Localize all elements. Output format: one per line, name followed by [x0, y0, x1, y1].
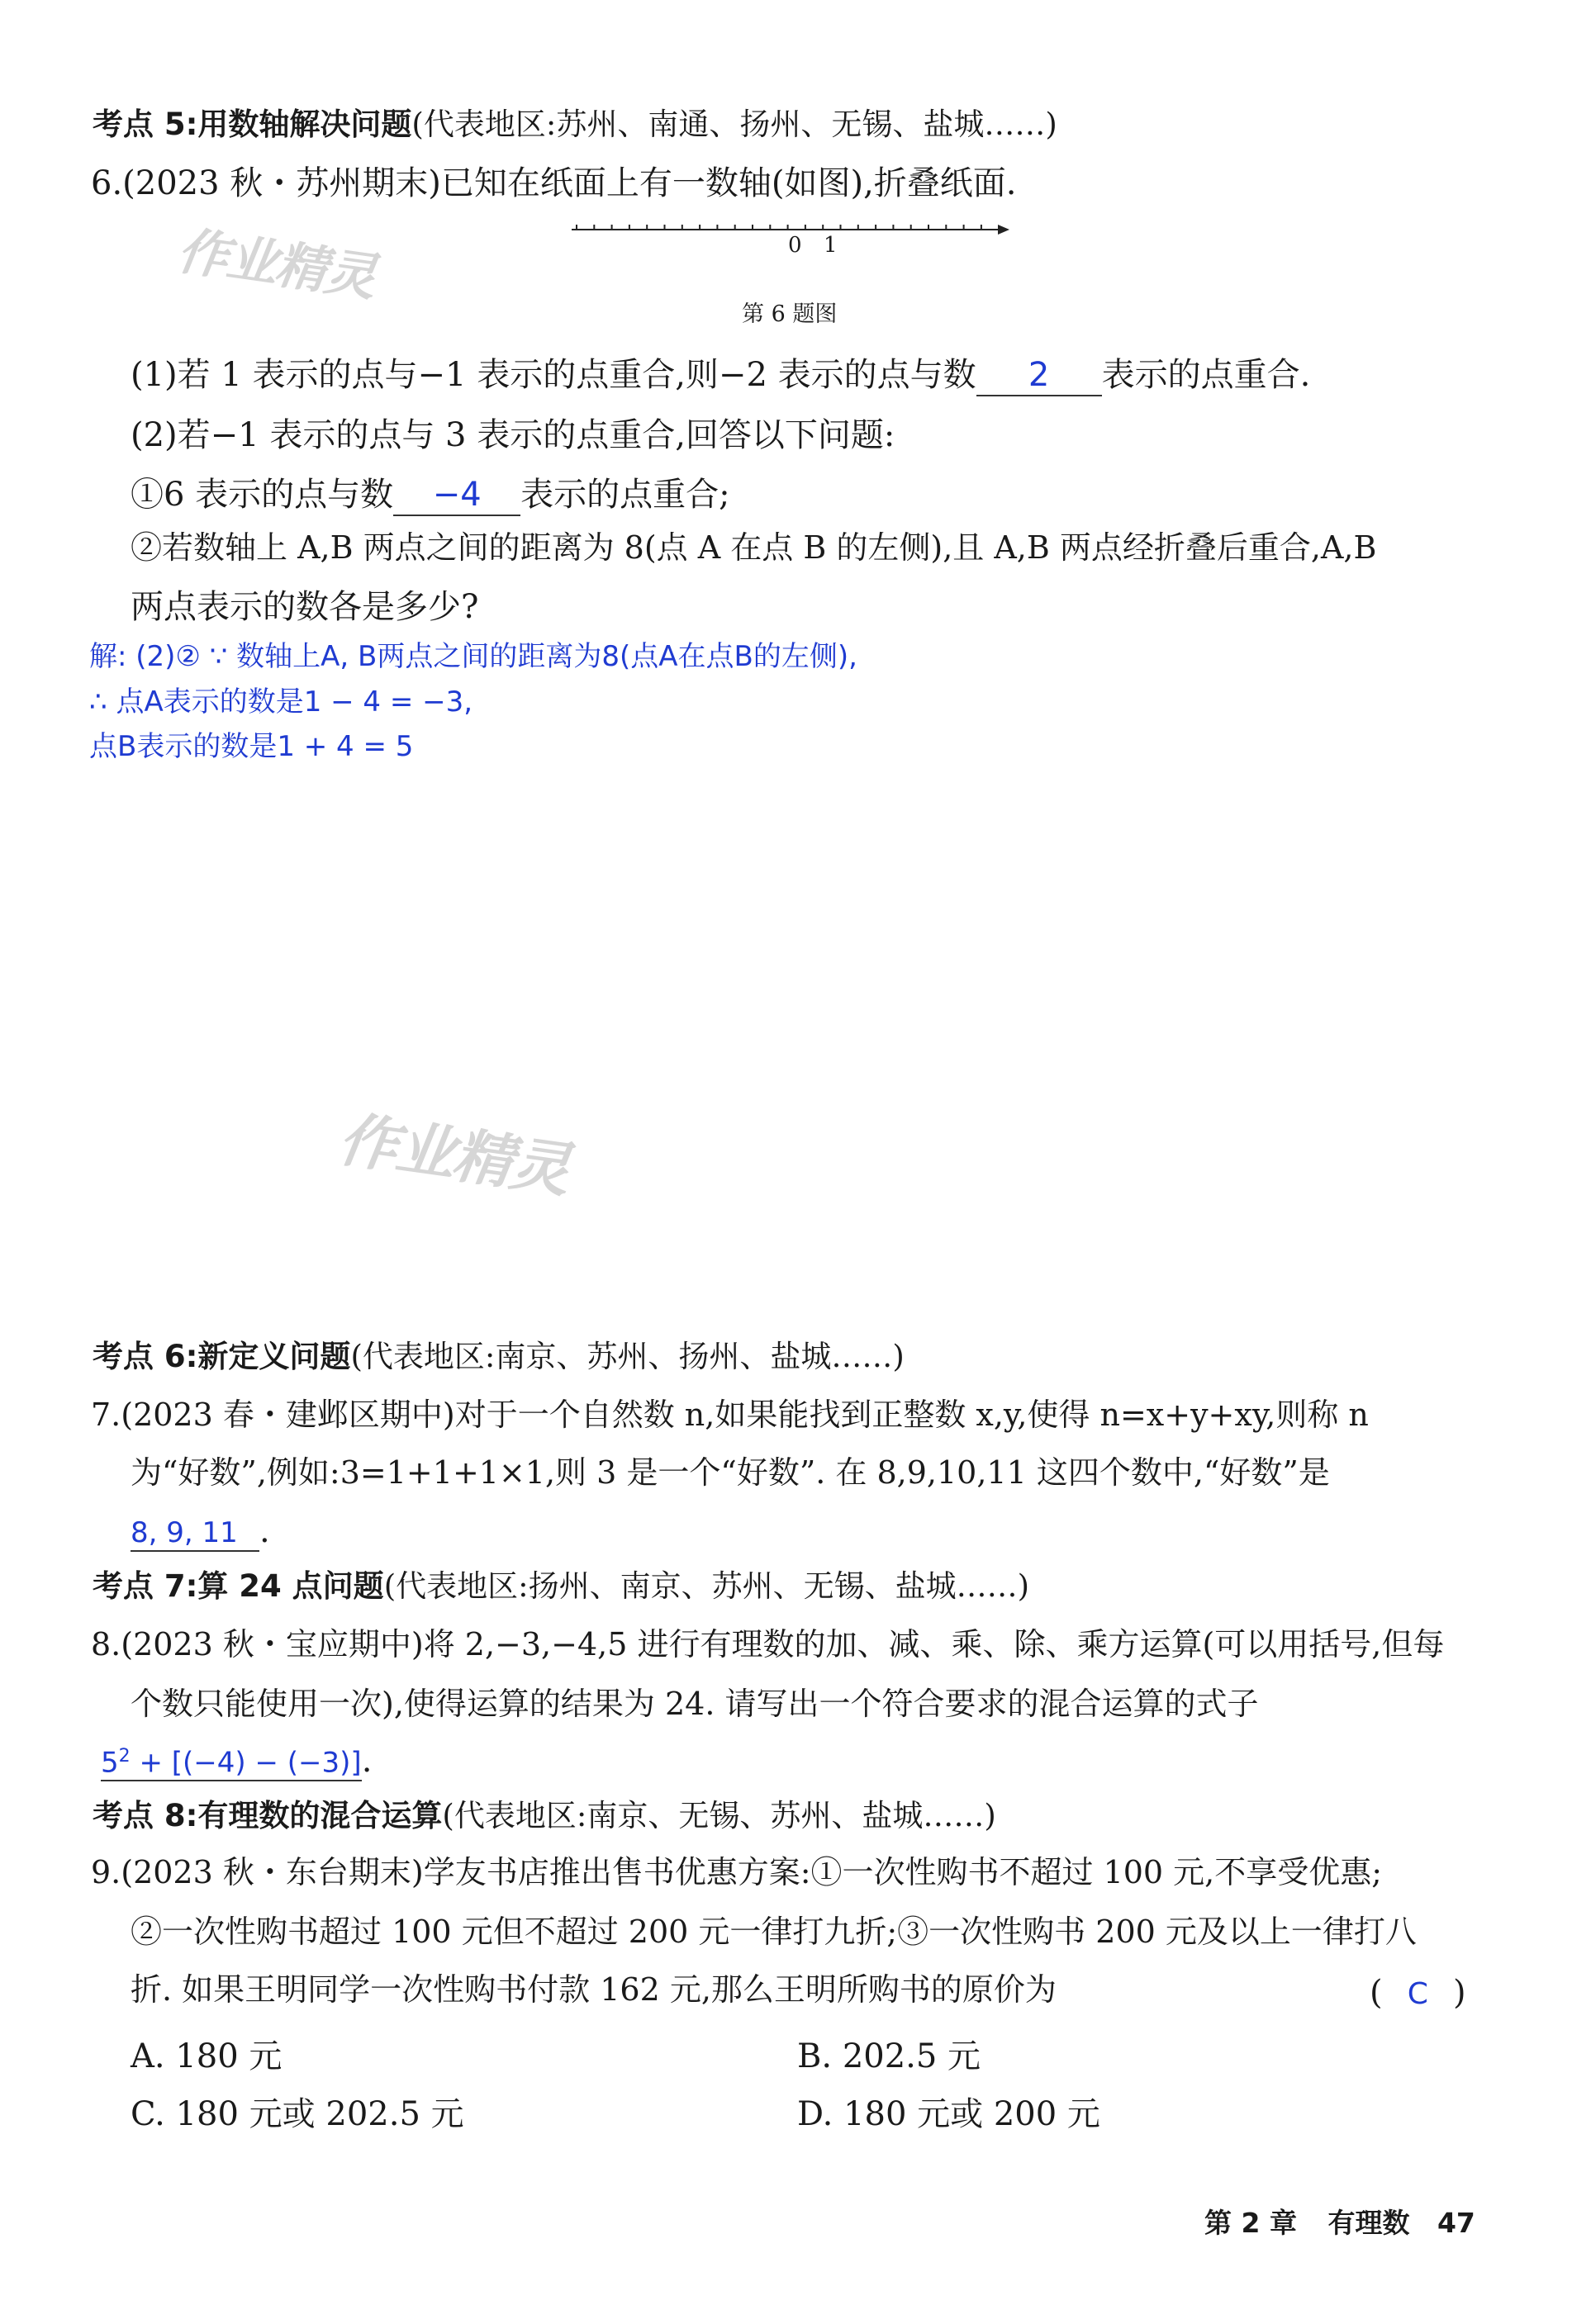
section-regions: (代表地区:南京、苏州、扬州、盐城……) — [350, 1339, 905, 1374]
section-regions: (代表地区:南京、无锡、苏州、盐城……) — [442, 1798, 996, 1833]
q6-part2b-line2: 两点表示的数各是多少? — [131, 588, 479, 626]
q9-line2: ②一次性购书超过 100 元但不超过 200 元一律打九折;③一次性购书 200 元及以上一律打八 — [131, 1914, 1417, 1950]
q9-answer: C — [1407, 1977, 1428, 2011]
q9-option-b: B. 202.5 元 — [797, 2037, 981, 2075]
q6-part2b-line1: ②若数轴上 A,B 两点之间的距离为 8(点 A 在点 B 的左侧),且 A,B 两点经折叠后重合,A,B — [131, 529, 1377, 566]
q6-part1: (1)若 1 表示的点与−1 表示的点重合,则−2 表示的点与数 2 表示的点重合. — [131, 358, 1310, 396]
page-footer — [1204, 2202, 1475, 2241]
axis-label-0: 0 — [788, 233, 802, 258]
section-title: 考点 6:新定义问题 — [93, 1339, 351, 1374]
q7-answer: 8, 9, 11 — [131, 1519, 259, 1552]
page-number: 47 — [1437, 2207, 1475, 2239]
watermark: 作业精灵 — [173, 220, 379, 308]
watermark: 作业精灵 — [334, 1103, 573, 1206]
chapter-title: 有理数 — [1327, 2207, 1410, 2239]
section-7-heading — [93, 1568, 1030, 1604]
q6-part2: (2)若−1 表示的点与 3 表示的点重合,回答以下问题: — [131, 416, 895, 454]
q8-line2: 个数只能使用一次),使得运算的结果为 24. 请写出一个符合要求的混合运算的式子 — [131, 1686, 1259, 1722]
section-regions: (代表地区:扬州、南京、苏州、无锡、盐城……) — [383, 1568, 1030, 1604]
q6-solution-line3: 点B表示的数是1 + 4 = 5 — [89, 730, 414, 763]
section-5-heading — [93, 109, 1057, 140]
q8-line3: $5^2 + [(-4) - (-3)]$. — [101, 1742, 373, 1780]
q6-part2a: ①6 表示的点与数 −4 表示的点重合; — [131, 478, 730, 516]
chapter-number: 第 2 章 — [1204, 2207, 1297, 2239]
section-title: 考点 7:算 24 点问题 — [93, 1568, 384, 1604]
q8-answer: $5^2 + [(-4) - (-3)]$ — [101, 1748, 362, 1781]
section-title: 考点 8:有理数的混合运算 — [93, 1798, 443, 1833]
section-8-heading — [93, 1800, 996, 1831]
section-regions: (代表地区:苏州、南通、扬州、无锡、盐城……) — [411, 107, 1057, 142]
q9-option-c: C. 180 元或 202.5 元 — [131, 2095, 464, 2133]
q8-line1: 8.(2023 秋・宝应期中)将 2,−3,−4,5 进行有理数的加、减、乘、除、乘方运算(可以用括号,但每 — [91, 1626, 1445, 1662]
q6-part2a-answer: −4 — [393, 478, 520, 516]
q9-line3: 折. 如果王明同学一次性购书付款 162 元,那么王明所购书的原价为 — [131, 1971, 1057, 2008]
q7-line3: 8, 9, 11 . — [131, 1512, 270, 1550]
section-title: 考点 5:用数轴解决问题 — [93, 107, 412, 142]
q9-answer-bracket: ( C ) — [1370, 1974, 1466, 2012]
q9-option-d: D. 180 元或 200 元 — [797, 2095, 1100, 2133]
q6-solution-line1: 解: (2)② ∵ 数轴上A, B两点之间的距离为8(点A在点B的左侧), — [89, 640, 857, 673]
q6-part1-answer: 2 — [976, 358, 1102, 396]
q9-option-a: A. 180 元 — [131, 2037, 283, 2075]
section-6-heading — [93, 1341, 905, 1372]
q7-line2: 为“好数”,例如:3=1+1+1×1,则 3 是一个“好数”. 在 8,9,10,11 这四个数中,“好数”是 — [131, 1454, 1330, 1491]
q9-line1: 9.(2023 秋・东台期末)学友书店推出售书优惠方案:①一次性购书不超过 100 元,不享受优惠; — [91, 1854, 1383, 1890]
q6-stem: 6.(2023 秋・苏州期末)已知在纸面上有一数轴(如图),折叠纸面. — [91, 164, 1017, 202]
figure-caption: 第 6 题图 — [742, 301, 838, 327]
axis-label-1: 1 — [824, 233, 838, 258]
q6-solution-line2: ∴ 点A表示的数是1 − 4 = −3, — [89, 685, 473, 719]
q7-line1: 7.(2023 春・建邺区期中)对于一个自然数 n,如果能找到正整数 x,y,使得 n=x+y+xy,则称 n — [91, 1397, 1369, 1433]
